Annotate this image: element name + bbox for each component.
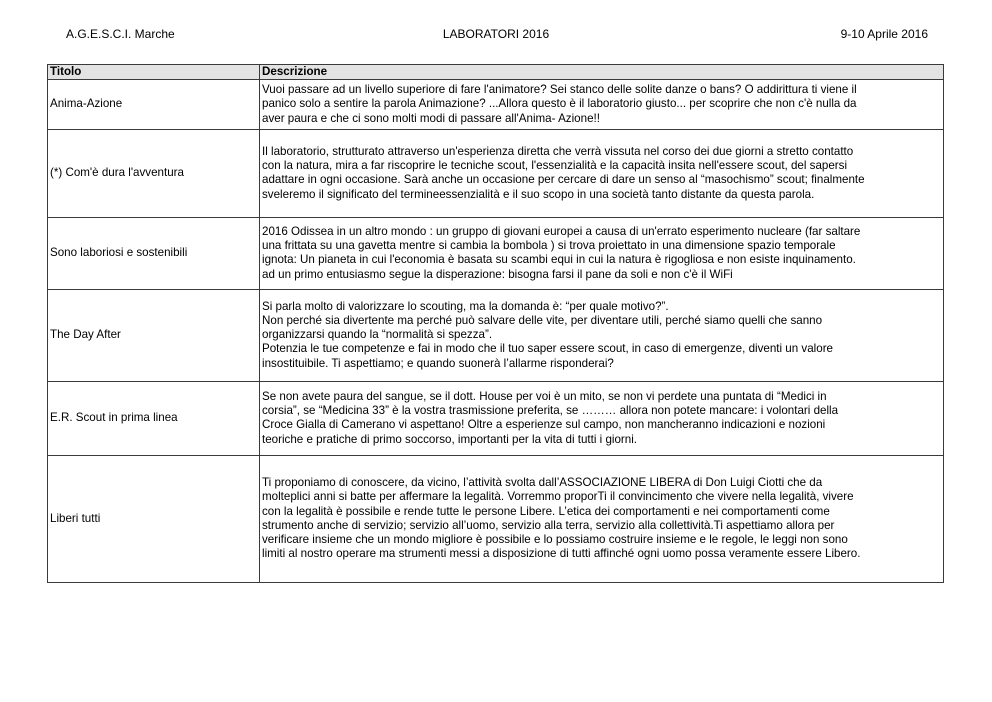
- row-title: The Day After: [48, 289, 260, 381]
- row-description: [260, 217, 944, 289]
- header-organization: A.G.E.S.C.I. Marche: [66, 27, 175, 41]
- table-row: [48, 217, 944, 289]
- laboratori-table: [47, 64, 944, 583]
- row-title: Sono laboriosi e sostenibili: [48, 217, 260, 289]
- description-line: Non perché sia divertente ma perché può salvare delle vite, per diventare utili, perché siamo quelli che sanno: [262, 314, 823, 327]
- description-line: Il laboratorio, strutturato attraverso un'esperienza diretta che verrà vissuta nel corso dei due giorni a stretto contatto: [262, 144, 854, 158]
- description-line: Vuoi passare ad un livello superiore di fare l'animatore? Sei stanco delle solite danze o bans? O addirittura ti viene il: [262, 83, 857, 97]
- row-description: [260, 80, 944, 130]
- row-title: (*) Com'è dura l'avventura: [48, 129, 260, 217]
- description-line: strumento anche di servizio; servizio all’uomo, servizio alla terra, servizio alla collettività.Ti aspettiamo allora per: [262, 518, 835, 532]
- description-line: Croce Gialla di Camerano vi aspettano! Oltre a esperienze sul campo, non mancheranno indicazioni e nozioni: [262, 418, 826, 432]
- description-line: ignota: Un pianeta in cui l'economia è basata su scambi equi in cui la natura è rigogliosa e non esiste inquinamento.: [262, 253, 856, 267]
- description-line: Ti proponiamo di conoscere, da vicino, l’attività svolta dall’ASSOCIAZIONE LIBERA di Don Luigi Ciotti che da: [262, 476, 823, 490]
- description-line: con la natura, mira a far riscoprire le tecniche scout, l'essenzialità e la capacità insita nell'essere scout, del sapersi: [262, 159, 848, 173]
- row-description: [260, 289, 944, 381]
- table-row: [48, 289, 944, 381]
- description-line: aver paura e che ci sono molti modi di passare all'Anima- Azione!!: [262, 111, 600, 125]
- description-line: teoriche e pratiche di primo soccorso, importanti per la vita di tutti i giorni.: [262, 432, 638, 446]
- table-row: [48, 455, 944, 582]
- description-line: verificare insieme che un mondo migliore è possibile e lo possiamo costruire insieme e le regole, le leggi non sono: [262, 533, 848, 547]
- table-row: [48, 80, 944, 130]
- table-header-row: [48, 65, 944, 80]
- description-line: organizzarsi quando la “normalità si spezza”.: [262, 328, 493, 342]
- column-header-descrizione: Descrizione: [260, 65, 944, 80]
- description-line: adattare in ogni occasione. Sarà anche un occasione per cercare di dare un senso al “masochismo” scout; finalmente: [262, 173, 865, 187]
- table-row: [48, 381, 944, 455]
- description-line: Potenzia le tue competenze e fai in modo che il tuo saper essere scout, in caso di emergenze, diventi un valore: [262, 342, 833, 356]
- description-line: panico solo a sentire la parola Animazione? ...Allora questo è il laboratorio giusto... per scoprire che non c'è nulla da: [262, 97, 857, 111]
- row-title: E.R. Scout in prima linea: [48, 381, 260, 455]
- description-line: insostituibile. Ti aspettiamo; e quando suonerà l’allarme risponderai?: [262, 356, 614, 370]
- row-description: [260, 129, 944, 217]
- description-line: sveleremo il significato del termineessenzialità e il suo scopo in una società tanto distante da questa parola.: [262, 187, 815, 201]
- description-line: con la legalità è possibile e rende tutte le persone Libere. L’etica dei comportamenti e nei comportamenti come: [262, 504, 830, 518]
- row-title: Liberi tutti: [48, 455, 260, 582]
- column-header-titolo: Titolo: [48, 65, 260, 80]
- header-date: 9-10 Aprile 2016: [840, 27, 928, 41]
- description-line: corsia”, se “Medicina 33” è la vostra trasmissione preferita, se ……… allora non potete mancare: i volontari della: [262, 404, 839, 418]
- description-line: una frittata su una gavetta mentre si cambia la bombola ) si trova proiettato in una dimensione spazio temporale: [262, 239, 836, 253]
- row-description: [260, 455, 944, 582]
- description-line: 2016 Odissea in un altro mondo : un gruppo di giovani europei a causa di un'errato esperimento nucleare (far saltare: [262, 224, 861, 238]
- description-line: limiti al nostro operare ma strumenti messi a disposizione di tutti affinché ogni uomo possa veramente essere Libero.: [262, 547, 861, 561]
- table-row: [48, 129, 944, 217]
- description-line: molteplici anni si batte per affermare la legalità. Vorremmo proporTi il convincimento che vivere nella legalità, vivere: [262, 490, 854, 504]
- row-description: [260, 381, 944, 455]
- description-line: Se non avete paura del sangue, se il dott. House per voi è un mito, se non vi perdete una puntata di “Medici in: [262, 389, 827, 403]
- description-line: ad un primo entusiasmo segue la disperazione: bisogna farsi il pane da soli e non c'è il WiFi: [262, 267, 733, 281]
- row-title: Anima-Azione: [48, 80, 260, 130]
- description-line: Si parla molto di valorizzare lo scouting, ma la domanda è: “per quale motivo?”.: [262, 299, 669, 313]
- header-title: LABORATORI 2016: [442, 27, 550, 41]
